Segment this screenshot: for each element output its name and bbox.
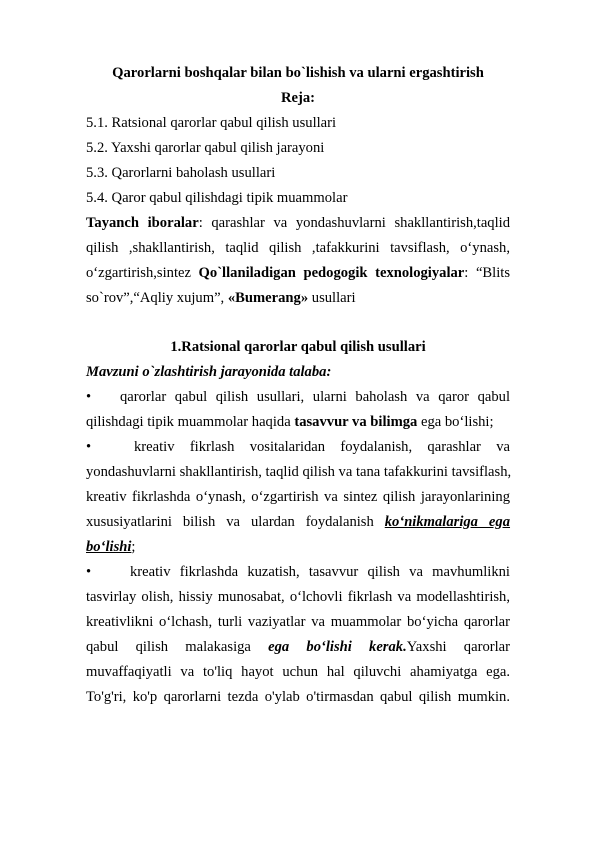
technologies-label: Qo`llaniladigan pedogogik texnologiyalar	[198, 265, 465, 281]
plan-item: 5.3. Qarorlarni baholash usullari	[86, 165, 276, 181]
plan-heading: Reja:	[280, 90, 316, 106]
bullet-text-line	[86, 638, 510, 656]
bullet-text-line	[86, 413, 510, 431]
bullet-text: xususiyatlarini bilish va ulardan foydalanish	[86, 514, 385, 530]
plan-item: 5.1. Ratsional qarorlar qabul qilish usullari	[86, 115, 337, 131]
key-terms-line	[86, 289, 510, 307]
document-title: Qarorlarni boshqalar bilan bo`lishish va ularni ergashtirish	[112, 65, 484, 81]
plan-item: 5.4. Qaror qabul qilishdagi tipik muammolar	[86, 190, 348, 206]
bullet-text-line	[86, 538, 510, 556]
key-terms-line: qilish ,shakllantirish, taqlid qilish ,tafakkurini tavsiflash, o‘ynash,	[86, 240, 510, 256]
key-terms-text: : qarashlar va yondashuvlarni shakllantirish,taqlid	[198, 215, 511, 231]
bullet-emphasis: bo‘lishi	[86, 539, 132, 555]
key-terms-label: Tayanch iboralar	[86, 215, 199, 231]
bullet-item	[86, 563, 510, 581]
bullet-item	[86, 438, 510, 456]
bumerang-label: «Bumerang»	[227, 290, 309, 306]
bullet-marker: •	[86, 439, 92, 455]
bullet-text-line: kreativ fikrlashda o‘ynash, o‘zgartirish va sintez qilish jarayonlarining	[86, 489, 510, 505]
bullet-text-line: To'g'ri, ko'p qarorlarni tezda o'ylab o'tirmasdan qabul qilish mumkin.	[86, 689, 510, 705]
bullet-text-line: tasvirlay olish, hissiy munosabat, o‘lchovli fikrlash va modellashtirish,	[86, 589, 510, 605]
bullet-text-line	[86, 513, 510, 531]
bullet-text: kreativ fikrlash vositalaridan foydalanish, qarashlar va	[134, 439, 510, 455]
bullet-text: ega bo‘lishi;	[417, 414, 494, 430]
bullet-text-line: yondashuvlarni shakllantirish, taqlid qilish va tana tafakkurini tavsiflash,	[86, 464, 512, 480]
key-terms-line	[86, 214, 510, 232]
key-terms-text: usullari	[308, 290, 356, 306]
bullet-marker: •	[86, 389, 92, 405]
plan-item: 5.2. Yaxshi qarorlar qabul qilish jarayoni	[86, 140, 325, 156]
section-heading: 1.Ratsional qarorlar qabul qilish usullari	[170, 339, 426, 355]
bullet-text: qilishdagi tipik muammolar haqida	[86, 414, 295, 430]
bullet-emphasis: ega bo‘lishi kerak.	[268, 639, 407, 655]
key-terms-text: : “Blits	[464, 265, 510, 281]
bullet-emphasis: ko‘nikmalariga ega	[384, 514, 511, 530]
bullet-text: qarorlar qabul qilish usullari, ularni baholash va qaror qabul	[120, 389, 510, 405]
bullet-text: ;	[131, 539, 136, 555]
bullet-item	[86, 388, 510, 406]
bullet-text-line: muvaffaqiyatli va to'liq hayot uchun hal qiluvchi ahamiyatga ega.	[86, 664, 510, 680]
bullet-text: qabul qilish malakasiga	[86, 639, 269, 655]
key-terms-text: o‘zgartirish,sintez	[86, 265, 199, 281]
bullet-marker: •	[86, 564, 92, 580]
goal-heading: Mavzuni o`zlashtirish jarayonida talaba:	[86, 364, 332, 380]
bullet-text-line: kreativlikni o‘lchash, turli vaziyatlar va muammolar bo‘yicha qarorlar	[86, 614, 510, 630]
bullet-emphasis: tasavvur va bilimga	[294, 414, 418, 430]
key-terms-text: so`rov”,“Aqliy xujum”,	[86, 290, 228, 306]
bullet-text: kreativ fikrlashda kuzatish, tasavvur qilish va mavhumlikni	[130, 564, 510, 580]
key-terms-line	[86, 264, 510, 282]
bullet-text: Yaxshi qarorlar	[406, 639, 510, 655]
